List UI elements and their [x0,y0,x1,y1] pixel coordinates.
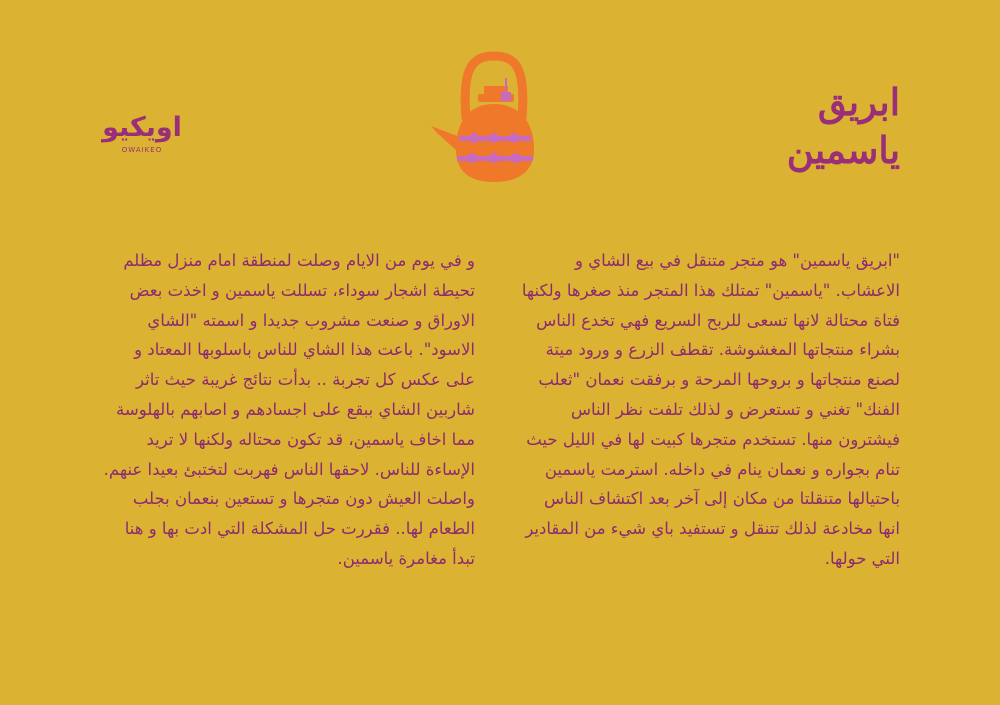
owaikeo-logo [100,112,184,162]
right-text-column [520,246,900,574]
left-text-column [100,246,475,574]
logo-subtext: OWAIKEO [121,146,163,154]
right-paragraph: "ابريق ياسمين" هو متجر متنقل في بيع الشاي و الاعشاب. "ياسمين" تمتلك هذا المتجر منذ صغرها ولكنها فتاة محتالة لانها تسعى للربح السريع فهي تخدع الناس بشراء منتجاتها المغشوشة. تقطف الزرع و ورود ميتة لصنع منتجاتها و بروحها المرحة و برفقت نعمان "ثعلب الفنك" تغني و تستعرض و لذلك تلفت نظر الناس فيشترون منها. تستخدم متجرها كبيت لها في الليل حيث تنام بجواره و نعمان ينام في داخله. استرمت ياسمين باحتيالها متنقلتا من مكان إلى آخر بعد اكتشاف الناس انها مخادعة لذلك تتنقل و تستفيد باي شيء من المقادير التي حولها. [521,251,900,568]
story-title [760,78,900,188]
teapot-icon [428,48,558,190]
logo-wordmark: اويكيو [102,112,182,143]
title-line-1: ابريق [817,80,900,124]
left-paragraph: و في يوم من الايام وصلت لمنطقة امام منزل مظلم تحيطة اشجار سوداء، تسللت ياسمين و اخذت بعض الاوراق و صنعت مشروب جديدا و اسمته "الشاي الاسود". باعت هذا الشاي للناس باسلوبها المعتاد و على عكس كل تجربة .. بدأت نتائج غريبة حيث تاثر شاربين الشاي ببقع على اجسادهم و اصابهم بالهلوسة مما اخاف ياسمين، قد تكون محتاله ولكنها لا تريد الإساءة للناس. لاحقها الناس فهربت لتختبئ بعيدا عنهم. واصلت العيش دون متجرها و تستعين بنعمان بجلب الطعام لها.. فقررت حل المشكلة التي ادت بها و هنا تبدأ مغامرة ياسمين. [103,251,475,568]
title-line-2: ياسمين [786,128,900,172]
